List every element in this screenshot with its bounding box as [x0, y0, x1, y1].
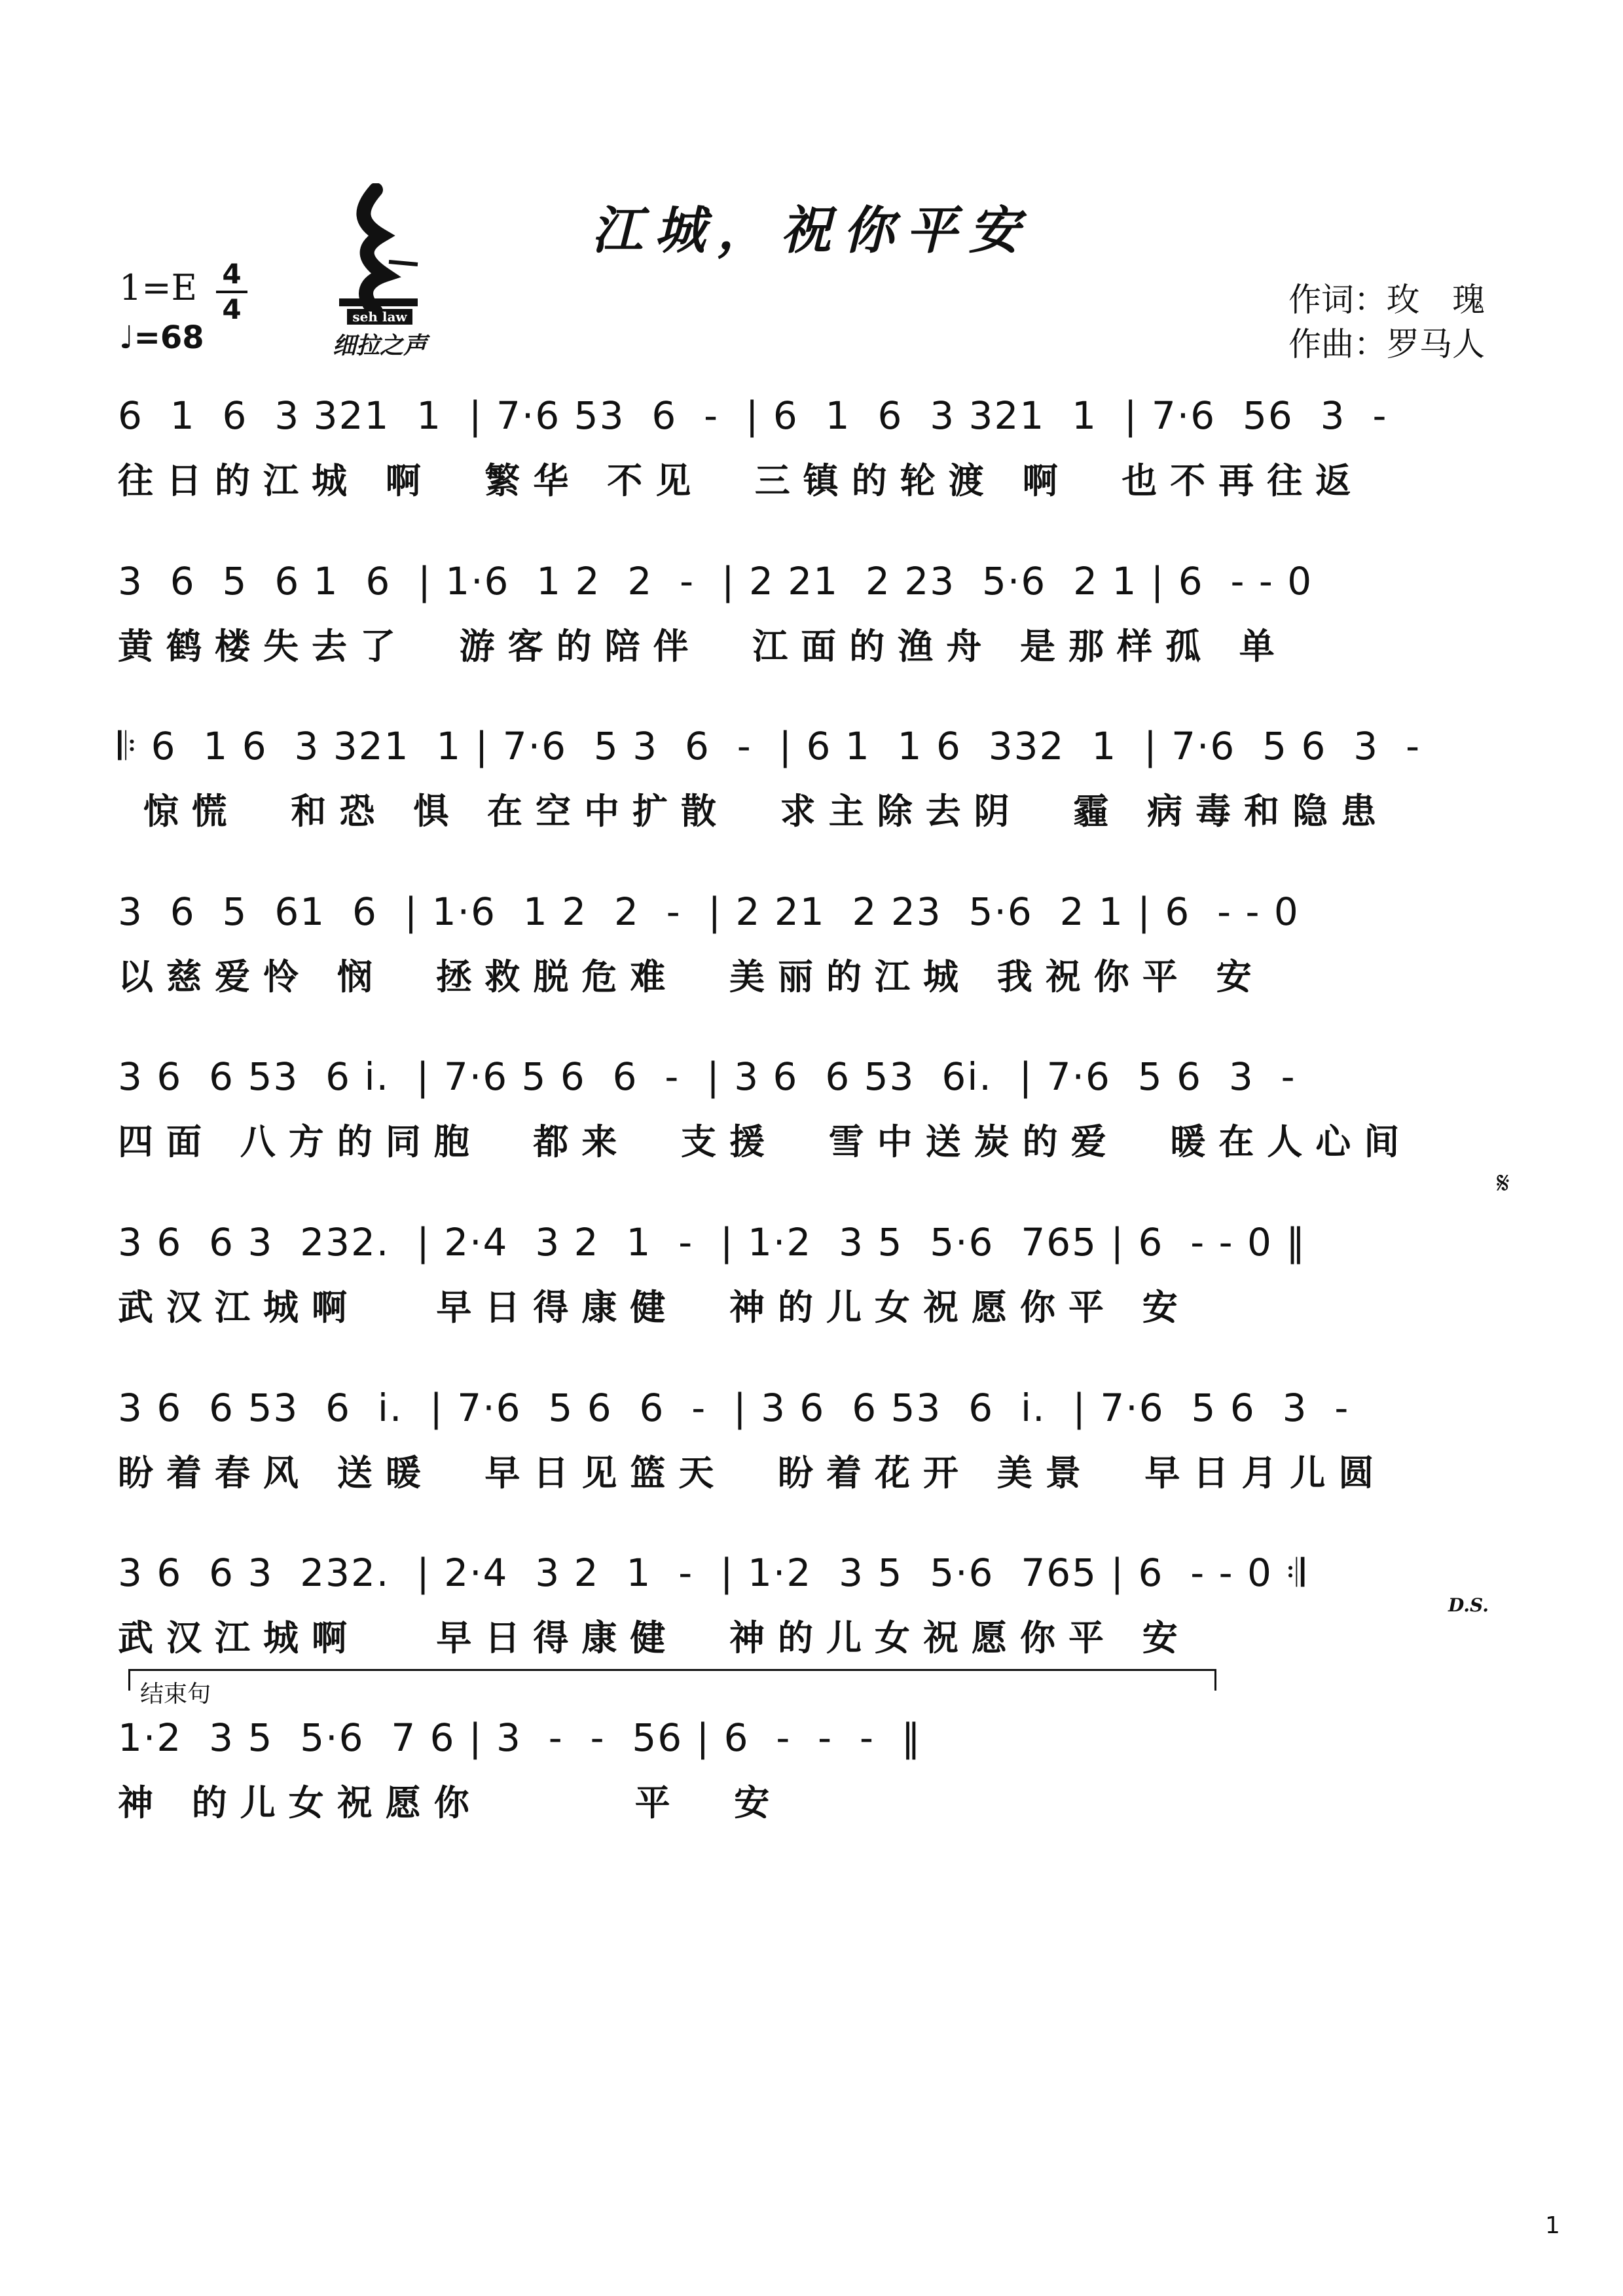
time-bottom: 4: [222, 293, 242, 325]
lyrics-row: 神 的儿女祝愿你 平 安: [118, 1782, 783, 1823]
lyrics-row: 武汉江城啊 早日得康健 神的儿女祝愿你平 安: [118, 1287, 1191, 1328]
lyrics-row: 惊慌 和恐 惧 在空中扩散 求主除去阴 霾 病毒和隐患: [118, 791, 1389, 832]
score-system-4: [0, 876, 1623, 1039]
logo-mark: seh law: [347, 309, 412, 325]
lyrics-row: 以慈爱怜 悯 拯救脱危难 美丽的江城 我祝你平 安: [118, 956, 1265, 997]
ending-label: 结束句: [140, 1681, 211, 1708]
score-system-7: [0, 1372, 1623, 1535]
score-system-2: [0, 545, 1623, 709]
time-top: 4: [222, 258, 242, 290]
logo-text: [308, 300, 452, 361]
score-system-3: [0, 710, 1623, 874]
lyricist-credit: 作词：玫 瑰: [1288, 281, 1485, 319]
notes-row: 6 1 6 3 321 1 | 7·6 53 6 - | 6 1 6 3 321 1 | 7·6 56 3 -: [118, 393, 1388, 438]
lyrics-row: 四面 八方的同胞 都来 支援 雪中送炭的爱 暖在人心间: [118, 1121, 1413, 1162]
notes-row: 3 6 6 53 6 i. | 7·6 5 6 6 - | 3 6 6 53 6i. | 7·6 5 6 3 -: [118, 1054, 1296, 1099]
composer-credit: 作曲：罗马人: [1288, 325, 1485, 363]
notes-row: 3 6 6 3 232. | 2·4 3 2 1 - | 1·2 3 5 5·6 765 | 6 - - 0 ‖: [118, 1220, 1307, 1265]
lyrics-row: 往日的江城 啊 繁华 不见 三镇的轮渡 啊 也不再往返: [118, 460, 1364, 501]
segno-icon: 𝄋: [1497, 1165, 1510, 1200]
tempo-mark: ♩=68: [119, 319, 204, 356]
ending-bracket: [128, 1669, 1216, 1691]
notes-row: 3 6 5 61 6 | 1·6 1 2 2 - | 2 21 2 23 5·6 2 1 | 6 - - 0: [118, 889, 1300, 934]
notes-row: 3 6 5 6 1 6 | 1·6 1 2 2 - | 2 21 2 23 5·6 2 1 | 6 - - 0: [118, 559, 1313, 603]
score-system-6: [0, 1206, 1623, 1370]
lyrics-row: 黄鹤楼失去了 游客的陪伴 江面的渔舟 是那样孤 单: [118, 626, 1288, 667]
score-system-1: [0, 380, 1623, 543]
score-system-5: [0, 1041, 1623, 1204]
notes-row: 3 6 6 53 6 i. | 7·6 5 6 6 - | 3 6 6 53 6 i. | 7·6 5 6 3 -: [118, 1386, 1350, 1430]
lyrics-row: 武汉江城啊 早日得康健 神的儿女祝愿你平 安: [118, 1617, 1191, 1659]
key-signature: 1=E: [119, 267, 198, 308]
time-signature: [216, 259, 247, 325]
ds-mark: D.S.: [1448, 1594, 1489, 1616]
page-title: 江城，祝你平安: [591, 201, 1032, 260]
logo-caption: 细拉之声: [332, 332, 427, 359]
score-system-9: [0, 1702, 1623, 1865]
page-number: 1: [1545, 2212, 1560, 2239]
lyrics-row: 盼着春风 送暖 早日见篮天 盼着花开 美景 早日月儿圆: [118, 1452, 1387, 1494]
notes-row: 𝄆 6 1 6 3 321 1 | 7·6 5 3 6 - | 6 1 1 6 332 1 | 7·6 5 6 3 -: [118, 724, 1421, 768]
notes-row: 3 6 6 3 232. | 2·4 3 2 1 - | 1·2 3 5 5·6 765 | 6 - - 0 𝄇: [118, 1551, 1306, 1595]
notes-row: 1·2 3 5 5·6 7 6 | 3 - - 56 | 6 - - - ‖: [118, 1715, 922, 1760]
